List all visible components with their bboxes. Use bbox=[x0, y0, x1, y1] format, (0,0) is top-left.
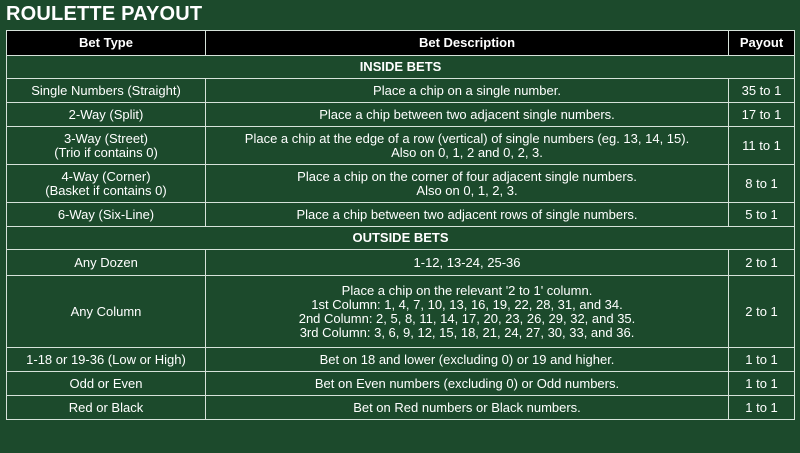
table-row bbox=[7, 203, 795, 227]
bet-description-text: Place a chip at the edge of a row (vertical) of single numbers (eg. 13, 14, 15). bbox=[244, 130, 690, 146]
bet-description-cell bbox=[206, 79, 729, 103]
table-row bbox=[7, 165, 795, 203]
section-row-inside bbox=[7, 56, 795, 79]
table-row bbox=[7, 103, 795, 127]
bet-type-text: 2-Way (Split) bbox=[68, 106, 144, 122]
payout-cell: 17 to 1 bbox=[729, 103, 795, 127]
table-row bbox=[7, 127, 795, 165]
bet-description-cell bbox=[206, 276, 729, 348]
bet-type-text: Red or Black bbox=[68, 399, 144, 415]
bet-description-text: Place a chip on the relevant '2 to 1' column. bbox=[341, 282, 593, 298]
bet-description-cell bbox=[206, 203, 729, 227]
bet-type-note: (Trio if contains 0) bbox=[54, 144, 158, 160]
bet-description-text: 3rd Column: 3, 6, 9, 12, 15, 18, 21, 24, 27, 30, 33, and 36. bbox=[299, 324, 635, 340]
table-row bbox=[7, 396, 795, 420]
payout-cell: 2 to 1 bbox=[729, 250, 795, 276]
bet-type-text: 1-18 or 19-36 (Low or High) bbox=[26, 351, 186, 367]
bet-type-cell bbox=[7, 127, 206, 165]
bet-description-cell bbox=[206, 103, 729, 127]
payout-cell: 8 to 1 bbox=[729, 165, 795, 203]
header-bet-type: Bet Type bbox=[7, 31, 206, 56]
payout-cell: 1 to 1 bbox=[729, 396, 795, 420]
bet-type-text: Odd or Even bbox=[69, 375, 143, 391]
bet-type-cell bbox=[7, 79, 206, 103]
bet-description-text: 2nd Column: 2, 5, 8, 11, 14, 17, 20, 23, 26, 29, 32, and 35. bbox=[298, 310, 636, 326]
section-row-outside bbox=[7, 227, 795, 250]
table-row bbox=[7, 372, 795, 396]
bet-type-text: Any Column bbox=[70, 303, 142, 319]
bet-description-text: Place a chip on a single number. bbox=[373, 82, 561, 98]
table-row bbox=[7, 250, 795, 276]
payout-cell: 2 to 1 bbox=[729, 276, 795, 348]
payout-table bbox=[6, 30, 795, 420]
table-row bbox=[7, 79, 795, 103]
bet-description-cell bbox=[206, 372, 729, 396]
payout-cell: 1 to 1 bbox=[729, 348, 795, 372]
bet-type-cell bbox=[7, 203, 206, 227]
bet-description-text: Bet on 18 and lower (excluding 0) or 19 and higher. bbox=[319, 351, 615, 367]
header-bet-description: Bet Description bbox=[206, 31, 729, 56]
bet-description-text: 1-12, 13-24, 25-36 bbox=[413, 254, 521, 270]
bet-type-note: (Basket if contains 0) bbox=[45, 182, 167, 198]
bet-description-cell bbox=[206, 348, 729, 372]
bet-description-cell bbox=[206, 165, 729, 203]
bet-type-cell bbox=[7, 250, 206, 276]
bet-type-cell bbox=[7, 276, 206, 348]
bet-type-cell bbox=[7, 103, 206, 127]
bet-type-text: Single Numbers (Straight) bbox=[31, 82, 181, 98]
bet-type-text: 6-Way (Six-Line) bbox=[57, 206, 155, 222]
bet-description-text: Place a chip between two adjacent rows of single numbers. bbox=[296, 206, 638, 222]
bet-type-cell bbox=[7, 348, 206, 372]
page-title: ROULETTE PAYOUT bbox=[6, 3, 203, 25]
bet-description-cell bbox=[206, 127, 729, 165]
bet-description-text: Bet on Even numbers (excluding 0) or Odd numbers. bbox=[314, 375, 620, 391]
bet-description-text: Bet on Red numbers or Black numbers. bbox=[353, 399, 581, 415]
table-row bbox=[7, 348, 795, 372]
header-payout: Payout bbox=[729, 31, 795, 56]
bet-type-cell bbox=[7, 396, 206, 420]
section-title-outside: OUTSIDE BETS bbox=[7, 227, 795, 250]
bet-type-cell bbox=[7, 372, 206, 396]
table-row bbox=[7, 276, 795, 348]
payout-cell: 11 to 1 bbox=[729, 127, 795, 165]
bet-type-text: 3-Way (Street) bbox=[63, 130, 149, 146]
section-title-inside: INSIDE BETS bbox=[7, 56, 795, 79]
payout-cell: 1 to 1 bbox=[729, 372, 795, 396]
bet-type-text: 4-Way (Corner) bbox=[61, 168, 151, 184]
bet-description-text: Place a chip on the corner of four adjacent single numbers. bbox=[297, 168, 637, 184]
bet-description-text: 1st Column: 1, 4, 7, 10, 13, 16, 19, 22, 28, 31, and 34. bbox=[311, 296, 623, 312]
payout-cell: 5 to 1 bbox=[729, 203, 795, 227]
bet-description-text: Place a chip between two adjacent single numbers. bbox=[319, 106, 615, 122]
bet-description-cell bbox=[206, 250, 729, 276]
bet-type-text: Any Dozen bbox=[74, 254, 138, 270]
bet-description-text: Also on 0, 1, 2, 3. bbox=[416, 182, 518, 198]
bet-type-cell bbox=[7, 165, 206, 203]
bet-description-text: Also on 0, 1, 2 and 0, 2, 3. bbox=[391, 144, 543, 160]
payout-cell: 35 to 1 bbox=[729, 79, 795, 103]
header-row bbox=[7, 31, 795, 56]
bet-description-cell bbox=[206, 396, 729, 420]
